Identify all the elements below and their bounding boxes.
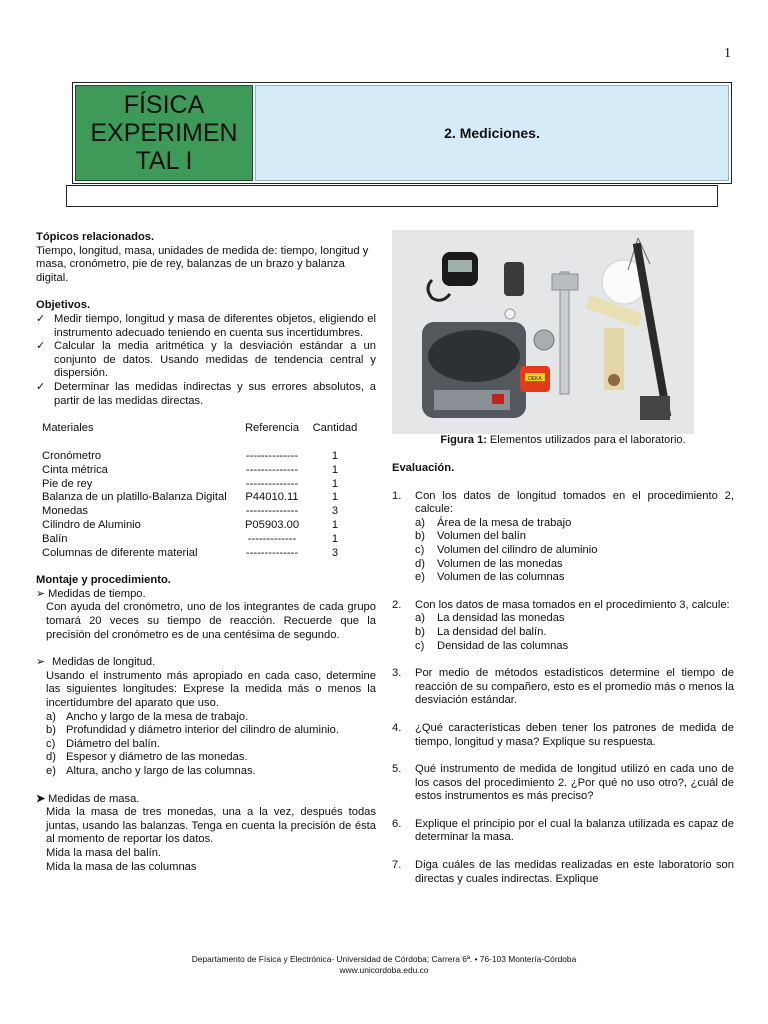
evaluacion-heading: Evaluación.	[392, 462, 455, 474]
header-box	[72, 82, 732, 184]
referencia-cell: P05903.00	[244, 518, 300, 531]
table-row	[42, 478, 360, 492]
material-cell: Cilindro de Aluminio	[42, 518, 141, 531]
arrow-bullet-icon: ➢	[36, 656, 46, 669]
figure-caption	[392, 434, 734, 446]
list-item: d) Espesor y diámetro de las monedas.	[46, 751, 248, 764]
referencia-cell: -------------	[247, 532, 297, 545]
list-item: c) Volumen del cilindro de aluminio	[415, 543, 598, 556]
referencia-cell: --------------	[245, 546, 299, 559]
list-item: b) Profundidad y diámetro interior del cilindro de aluminio.	[46, 724, 339, 737]
page-number: 1	[724, 46, 731, 61]
material-cell: Columnas de diferente material	[42, 546, 198, 559]
question-7: 7. Diga cuáles de las medidas realizadas en este laboratorio son directas y cuales indirectas. Explique	[392, 859, 734, 885]
cantidad-cell: 1	[331, 532, 339, 545]
cantidad-cell: 1	[331, 463, 339, 476]
cantidad-cell: 1	[331, 449, 339, 462]
tiempo-text: Con ayuda del cronómetro, uno de los integrantes de cada grupo tomará 20 veces su tiempo de reacción. Recuerde que la precisión del cronómetro es de una centésima de segundo.	[46, 601, 376, 641]
material-cell: Cronómetro	[42, 449, 102, 462]
figure-caption-text: Elementos utilizados para el laboratorio.	[489, 434, 686, 446]
question-1-list	[415, 517, 734, 585]
material-cell: Cinta métrica	[42, 463, 108, 476]
table-header-row	[42, 422, 360, 436]
check-icon: ✓	[36, 380, 46, 393]
list-item: ✓ Determinar las medidas indirectas y sus errores absolutos, a partir de las medidas directas.	[36, 380, 376, 407]
question-2: 2. Con los datos de masa tomados en el procedimiento 3, calcule: a) La densidad las monedas b) La densidad del balín. c) Densidad de las columnas	[392, 599, 734, 653]
header-subbar	[66, 185, 718, 207]
course-title	[75, 85, 253, 181]
objetivos-list	[36, 313, 376, 408]
list-item: a) Área de la mesa de trabajo	[415, 516, 572, 529]
list-item: c) Densidad de las columnas	[415, 639, 569, 652]
question-6: 6. Explique el principio por el cual la balanza utilizada es capaz de determinar la masa.	[392, 817, 734, 844]
longitud-list	[36, 711, 376, 779]
figure-label: Figura 1:	[440, 434, 487, 446]
masa-line: Mida la masa del balín.	[46, 846, 162, 859]
course-title-line: TAL I	[135, 147, 193, 175]
check-icon: ✓	[36, 340, 46, 353]
list-item: c) Diámetro del balín.	[46, 737, 160, 750]
masa-section	[36, 793, 376, 807]
material-cell: Pie de rey	[42, 477, 93, 490]
list-item: e) Altura, ancho y largo de las columnas.	[46, 765, 256, 778]
masa-title: Medidas de masa.	[48, 792, 140, 805]
materiales-header: Materiales	[42, 422, 94, 435]
lab-equipment-photo	[392, 230, 694, 434]
longitud-title: Medidas de longitud.	[52, 656, 156, 669]
material-cell: Balín	[42, 532, 68, 545]
cantidad-cell: 1	[331, 518, 339, 531]
masa-line: Mida la masa de las columnas	[46, 860, 197, 873]
left-column	[36, 231, 376, 874]
page-footer	[0, 954, 768, 976]
referencia-cell: --------------	[245, 463, 299, 476]
tiempo-section	[36, 588, 376, 602]
question-1: 1. Con los datos de longitud tomados en el procedimiento 2, calcule: a) Área de la mesa de trabajo b) Volumen del balín c) Volumen del cilindro de aluminio d) Volumen de las monedas e) Volumen de las columnas	[392, 489, 734, 584]
materiales-table	[42, 422, 360, 560]
topicos-text: Tiempo, longitud, masa, unidades de medida de: tiempo, longitud y masa, cronómetro, pie de rey, balanzas de un brazo y balanza digital.	[36, 244, 369, 284]
evaluacion-section	[392, 462, 734, 886]
masa-text: Mida la masa de tres monedas, una a la vez, después todas juntas, usando las balanzas. Tenga en cuenta la precisión de ésta al momento de reportar los datos.	[46, 806, 376, 846]
referencia-cell: --------------	[245, 477, 299, 490]
list-item: b) Volumen del balín	[415, 530, 526, 543]
question-5: 5. Qué instrumento de medida de longitud utilizó en cada uno de los casos del procedimiento 2. ¿Por qué no uso otro?, ¿cuál de estos instrumentos es más preciso?	[392, 763, 734, 803]
table-row	[42, 464, 360, 478]
objetivos-heading: Objetivos.	[36, 299, 91, 312]
list-item: ✓ Calcular la media aritmética y la desviación estándar a un conjunto de datos. Usando medidas de tendencia central y dispersión.	[36, 340, 376, 380]
referencia-header: Referencia	[244, 422, 300, 435]
cantidad-header: Cantidad	[312, 422, 358, 435]
table-row	[42, 491, 360, 505]
list-item: a) La densidad las monedas	[415, 612, 565, 625]
arrow-bullet-icon: ➢	[36, 587, 46, 600]
table-row	[42, 547, 360, 561]
list-item: ✓ Medir tiempo, longitud y masa de diferentes objetos, eligiendo el instrumento adecuado teniendo en cuenta sus incertidumbres.	[36, 312, 376, 339]
check-icon: ✓	[36, 312, 46, 325]
tape-brand-label: DEKA	[528, 376, 542, 382]
footer-website: www.unicordoba.edu.co	[339, 965, 429, 975]
material-cell: Monedas	[42, 505, 89, 518]
tiempo-title: Medidas de tiempo.	[48, 587, 146, 600]
question-3: 3. Por medio de métodos estadísticos determine el tiempo de reacción de su compañero, esto es el promedio más o menos la desviación estándar.	[392, 667, 734, 707]
arrow-bullet-icon: ➤	[36, 792, 46, 805]
montaje-heading: Montaje y procedimiento.	[36, 574, 171, 587]
list-item: d) Volumen de las monedas	[415, 557, 563, 570]
footer-address: Departamento de Física y Electrónica- Universidad de Córdoba; Carrera 6ª. • 76-103 Montería-Córdoba	[191, 954, 577, 964]
referencia-cell: --------------	[245, 505, 299, 518]
table-row	[42, 533, 360, 547]
table-row	[42, 450, 360, 464]
cantidad-cell: 1	[331, 491, 339, 504]
question-2-list	[415, 612, 734, 653]
course-title-line: FÍSICA	[123, 91, 205, 119]
cantidad-cell: 3	[331, 505, 339, 518]
cantidad-cell: 3	[331, 546, 339, 559]
referencia-cell: --------------	[245, 449, 299, 462]
longitud-text: Usando el instrumento más apropiado en cada caso, determine las siguientes longitudes: Exprese la medida más o menos la incertidumbre del aparato que uso.	[46, 669, 376, 710]
equipment-illustration	[392, 230, 694, 434]
table-row	[42, 505, 360, 519]
question-4: 4. ¿Qué características deben tener los patrones de medida de tiempo, longitud y masa? Explique su respuesta.	[392, 721, 734, 748]
material-cell: Balanza de un platillo-Balanza Digital	[42, 491, 227, 504]
referencia-cell: P44010.11	[245, 491, 299, 504]
cantidad-cell: 1	[331, 477, 339, 490]
table-row	[42, 519, 360, 533]
lab-title: 2. Mediciones.	[255, 85, 729, 181]
list-item: a) Ancho y largo de la mesa de trabajo.	[46, 710, 249, 723]
topicos-heading: Tópicos relacionados.	[36, 231, 155, 243]
list-item: e) Volumen de las columnas	[415, 571, 565, 584]
longitud-section	[36, 656, 376, 670]
course-title-line: EXPERIMEN	[90, 119, 238, 147]
list-item: b) La densidad del balín.	[415, 625, 547, 638]
